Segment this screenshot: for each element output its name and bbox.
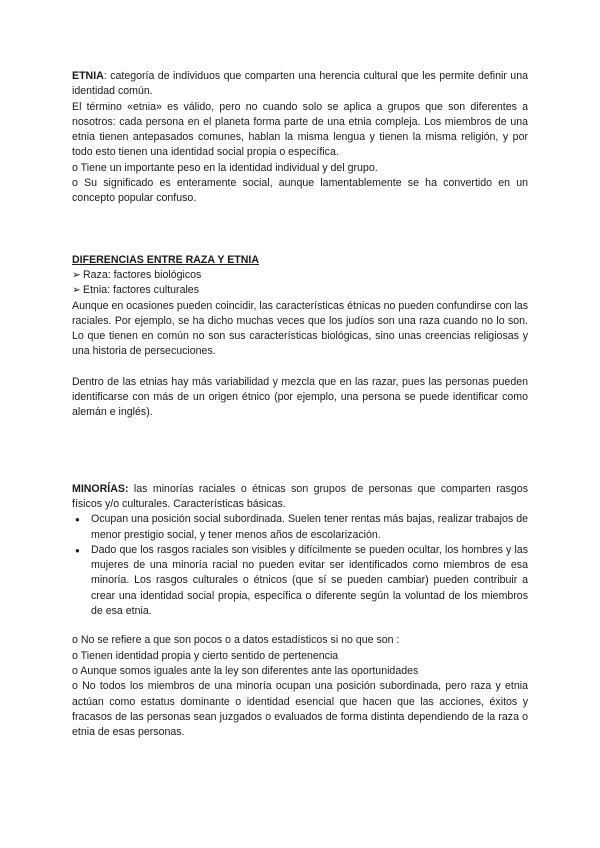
etnia-definition-text: : categoría de individuos que comparten una herencia cultural que les permite definir una identidad común. [72,70,528,98]
minorias-definition-text: las minorías raciales o étnicas son grupos de personas que comparten rasgos físicos y/o culturales. Características básicas. [72,482,528,510]
diferencias-heading: DIFERENCIAS ENTRE RAZA Y ETNIA [72,253,259,266]
diferencias-item-text: Raza: factores biológicos [83,268,202,281]
etnia-point: o Tiene un importante peso en la identidad individual y del grupo. [72,161,378,174]
list-item: ● Ocupan una posición social subordinada. Suelen tener rentas más bajas, realizar trabajos de menor prestigio social, y tener menos años de escolarización. [72,512,528,543]
diferencias-item [72,268,528,283]
arrow-bullet-icon: ➢ [72,268,81,281]
minorias-point: o No todos los miembros de una minoría ocupan una posición subordinada, pero raza y etnia actúan como estatus dominante o identidad esencial que hacen que las acciones, éxitos y fracasos de las personas sean juzgados o evaluados de forma distinta dependiendo de la raza o etnia de esas personas. [72,680,528,739]
minorias-definition [72,482,528,513]
diferencias-item-text: Etnia: factores culturales [83,284,199,297]
etnia-term: ETNIA [72,70,104,82]
minorias-term: MINORÍAS: [72,482,129,495]
document-page [72,69,528,740]
diferencias-paragraph-2: Dentro de las etnias hay más variabilidad y mezcla que en las razar, pues las personas pueden identificarse con más de un origen étnico (por ejemplo, una persona se puede identificar como alemán e inglés). [72,375,528,419]
minorias-point: o No se refiere a que son pocos o a datos estadísticos si no que son : [72,634,400,647]
arrow-bullet-icon: ➢ [72,284,81,297]
minorias-point: o Aunque somos iguales ante la ley son diferentes ante las oportunidades [72,664,419,677]
diferencias-paragraph-1: Aunque en ocasiones pueden coincidir, las características étnicas no pueden confundirse con las raciales. Por ejemplo, se ha dicho muchas veces que los judíos son una raza cuando no lo son. Lo que tienen en común no son sus características biológicas, sino unas creencias religiosas y una historia de persecuciones. [72,299,528,358]
list-item: ● Dado que los rasgos raciales son visibles y difícilmente se pueden ocultar, los hombres y las mujeres de una minoría racial no pueden evitar ser identificados como miembros de esa minoría. Los rasgos culturales o étnicos (que sí se pueden cambiar) pueden contribuir a crear una identidad social propia, específica o diferente según la voluntad de los miembros de esa etnia. [72,543,528,619]
minorias-point: o Tienen identidad propia y cierto sentido de pertenencia [72,649,339,662]
etnia-point: o Su significado es enteramente social, aunque lamentablemente se ha convertido en un concepto popular confuso. [72,177,528,205]
etnia-definition [72,69,528,100]
etnia-paragraph: El término «etnia» es válido, pero no cuando solo se aplica a grupos que son diferentes a nosotros: cada persona en el planeta forma parte de una etnia compleja. Los miembros de una etnia tienen antepasados comunes, hablan la misma lengua y tienen la misma religión, y por todo esto tienen una identidad social propia o específica. [72,100,528,159]
diferencias-item [72,283,528,298]
minorias-bullet-list [72,512,528,619]
